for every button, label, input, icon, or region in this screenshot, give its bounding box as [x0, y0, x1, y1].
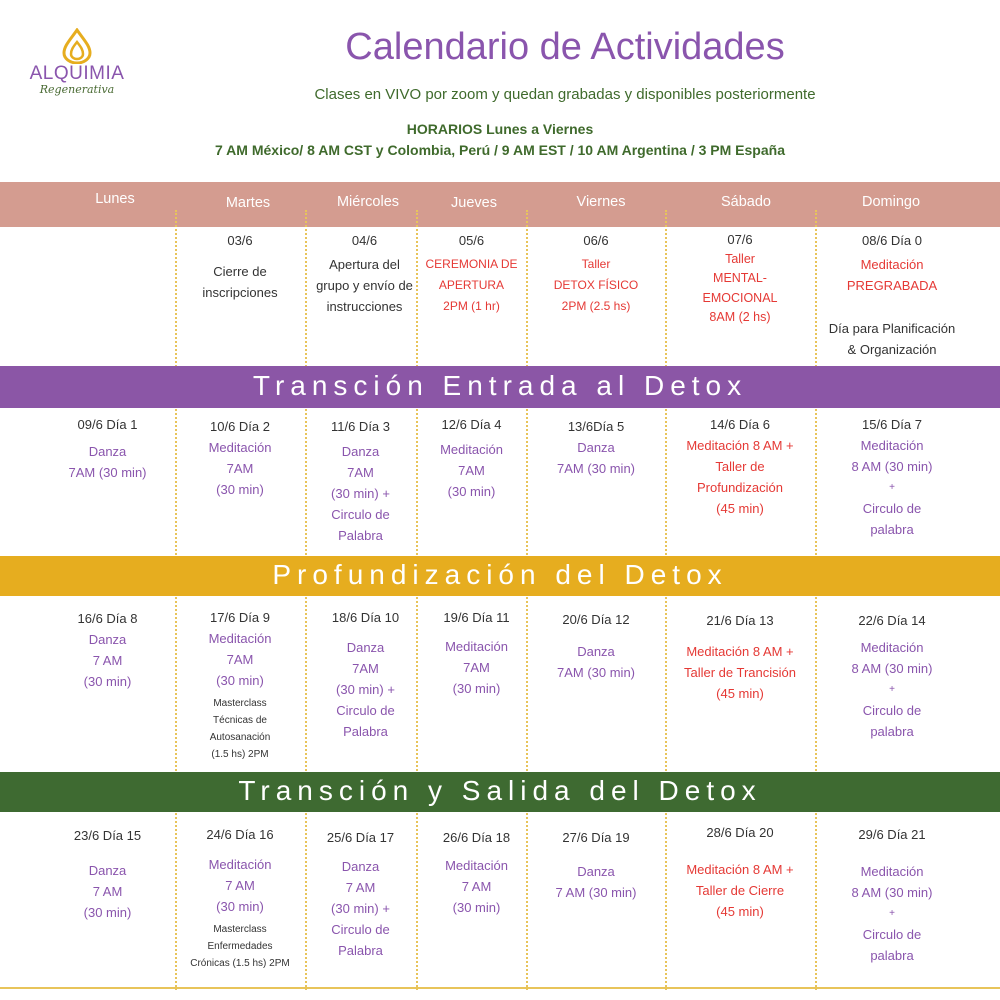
cell-date: 10/6 Día 2: [210, 419, 270, 434]
cell-domingo-w2: [817, 610, 967, 742]
cell-line: Circulo de: [331, 922, 390, 937]
cell-line: 8AM (2 hs): [709, 310, 771, 324]
cell-date: 22/6 Día 14: [858, 613, 926, 628]
cell-line: Taller de: [715, 459, 765, 474]
cell-line: (30 min) +: [336, 682, 395, 697]
cell-line: Meditación: [445, 858, 508, 873]
cell-line: Circulo de: [331, 507, 390, 522]
cell-line: 8 AM (30 min): [851, 661, 933, 676]
cell-line: (30 min): [452, 900, 501, 915]
cell-line: Danza: [88, 632, 127, 647]
cell-date: 28/6 Día 20: [706, 825, 774, 840]
page-subtitle: Clases en VIVO por zoom y quedan grabadas y disponibles posteriormente: [314, 86, 816, 103]
logo: [22, 28, 132, 96]
cell-domingo-w0: [817, 230, 967, 360]
cell-line: Meditación 8 AM +: [686, 644, 794, 659]
cell-line: Taller de Trancisión: [684, 665, 796, 680]
cell-note: Día para Planificación: [828, 321, 956, 336]
cell-date: 16/6 Día 8: [77, 611, 138, 626]
cell-line: (30 min) +: [331, 901, 390, 916]
cell-miercoles-w2: [307, 607, 424, 742]
phase-band-salida: Transción y Salida del Detox: [0, 772, 1000, 812]
column-divider: [175, 210, 177, 990]
cell-line: Taller: [581, 257, 611, 271]
cell-line: Danza: [341, 444, 380, 459]
cell-line: 7 AM: [345, 880, 376, 895]
cell-date: 20/6 Día 12: [562, 612, 630, 627]
logo-subtitle: Regenerativa: [39, 83, 115, 96]
cell-line: Palabra: [338, 528, 383, 543]
cell-line: Taller: [725, 251, 755, 266]
cell-line: 7AM (30 min): [68, 465, 147, 480]
cell-line: (30 min): [216, 673, 264, 688]
cell-jueves-w2: [417, 607, 536, 699]
schedule-times: 7 AM México/ 8 AM CST y Colombia, Perú / 9 AM EST / 10 AM Argentina / 3 PM España: [215, 142, 785, 158]
cell-line: Danza: [341, 859, 380, 874]
cell-line: Meditación: [860, 864, 924, 879]
cell-note: & Organización: [847, 342, 937, 357]
cell-date: 17/6 Día 9: [210, 610, 270, 625]
cell-date: 21/6 Día 13: [706, 613, 774, 628]
cell-line: palabra: [870, 522, 914, 537]
cell-viernes-w0: [527, 230, 665, 317]
cell-date: 26/6 Día 18: [442, 830, 511, 845]
cell-line: 7AM: [226, 652, 254, 667]
cell-line: Palabra: [343, 724, 388, 739]
cell-note: Técnicas de: [213, 715, 267, 726]
cell-note: Masterclass: [213, 924, 267, 935]
cell-viernes-w1: [527, 416, 665, 479]
day-miercoles: Miércoles: [336, 194, 400, 210]
cell-date: 19/6 Día 11: [443, 610, 510, 625]
cell-line: (30 min) +: [331, 486, 390, 501]
cell-line: APERTURA: [438, 278, 505, 292]
cell-line: Meditación: [860, 640, 924, 655]
cell-line: Danza: [346, 640, 385, 655]
cell-line: Danza: [577, 864, 615, 879]
cell-date: 13/6Día 5: [567, 419, 625, 434]
cell-note: (1.5 hs) 2PM: [211, 749, 269, 760]
bottom-divider: [0, 987, 1000, 989]
cell-miercoles-w1: [307, 416, 414, 546]
page-title: Calendario de Actividades: [345, 26, 785, 68]
day-lunes: Lunes: [95, 191, 135, 207]
cell-line: palabra: [870, 724, 914, 739]
cell-line: 7AM: [352, 661, 379, 676]
cell-note: Masterclass: [213, 698, 267, 709]
day-header-bar: [0, 182, 1000, 227]
cell-domingo-w1: [817, 414, 967, 540]
cell-line: Circulo de: [862, 927, 922, 942]
cell-note: Enfermedades: [207, 941, 273, 952]
cell-line: 7AM (30 min): [556, 461, 636, 476]
cell-jueves-w3: [417, 827, 536, 918]
cell-sabado-w1: [667, 414, 813, 519]
cell-line: Danza: [88, 863, 127, 878]
cell-line: 7AM (30 min): [556, 665, 636, 680]
cell-sabado-w2: [667, 610, 813, 704]
cell-note: Autosanación: [209, 732, 271, 743]
cell-line: (30 min): [83, 674, 132, 689]
day-domingo: Domingo: [861, 194, 921, 210]
cell-line: palabra: [870, 948, 914, 963]
cell-jueves-w1: [417, 414, 526, 502]
cell-line: Profundización: [697, 480, 783, 495]
cell-date: 04/6: [351, 233, 378, 248]
cell-line: Taller de Cierre: [695, 883, 785, 898]
cell-line: 8 AM (30 min): [851, 885, 933, 900]
cell-line: Palabra: [338, 943, 383, 958]
cell-line: 7 AM: [92, 653, 123, 668]
cell-line: Meditación: [440, 442, 503, 457]
cell-date: 29/6 Día 21: [858, 827, 926, 842]
cell-line: (30 min): [447, 484, 496, 499]
cell-date: 06/6: [583, 233, 609, 248]
cell-note: Crónicas (1.5 hs) 2PM: [190, 958, 290, 969]
cell-date: 14/6 Día 6: [710, 417, 770, 432]
cell-line: 7AM: [458, 463, 485, 478]
cell-line: Circulo de: [336, 703, 395, 718]
cell-miercoles-w0: [307, 230, 422, 317]
cell-date: 27/6 Día 19: [562, 830, 630, 845]
cell-line: (30 min): [83, 905, 132, 920]
phase-band-entrada: Transción Entrada al Detox: [0, 366, 1000, 408]
schedule-title: HORARIOS Lunes a Viernes: [406, 121, 594, 137]
cell-date: 23/6 Día 15: [73, 828, 142, 843]
cell-martes-w3: [178, 824, 302, 972]
cell-line: 7 AM (30 min): [555, 885, 637, 900]
cell-lunes-w1: [40, 414, 175, 483]
cell-line: 2PM (2.5 hs): [561, 299, 631, 313]
cell-line: PREGRABADA: [846, 278, 938, 293]
cell-line: 7AM: [463, 660, 490, 675]
cell-line: (30 min): [216, 899, 264, 914]
cell-line: CEREMONIA DE: [425, 257, 518, 271]
cell-line: Danza: [577, 644, 615, 659]
cell-line: (30 min): [452, 681, 501, 696]
cell-line: MENTAL-: [713, 271, 767, 285]
day-sabado: Sábado: [721, 194, 771, 210]
cell-viernes-w2: [527, 609, 665, 683]
cell-line: Meditación: [208, 440, 272, 455]
cell-line: Apertura del: [329, 257, 400, 272]
drop-flame-icon: [60, 28, 94, 64]
cell-line: Circulo de: [862, 703, 922, 718]
cell-jueves-w0: [417, 230, 526, 317]
cell-line: (45 min): [716, 686, 764, 701]
logo-name: ALQUIMIA: [29, 63, 125, 84]
cell-martes-w0: [178, 230, 302, 303]
cell-line: EMOCIONAL: [702, 290, 778, 305]
cell-line: 7AM: [347, 465, 374, 480]
cell-line: Meditación: [208, 857, 272, 872]
cell-lunes-w3: [40, 825, 175, 923]
cell-line: 2PM (1 hr): [443, 299, 500, 313]
cell-date: 15/6 Día 7: [862, 417, 922, 432]
cell-line: +: [889, 908, 895, 919]
cell-date: 05/6: [458, 233, 485, 248]
cell-sabado-w3: [667, 822, 813, 922]
cell-line: Meditación: [208, 631, 272, 646]
cell-line: instrucciones: [326, 299, 403, 314]
cell-line: Danza: [88, 444, 127, 459]
cell-line: DETOX FÍSICO: [553, 278, 639, 292]
cell-domingo-w3: [817, 824, 967, 966]
cell-date: 03/6: [227, 233, 253, 248]
cell-miercoles-w3: [307, 827, 414, 961]
cell-line: (45 min): [716, 501, 764, 516]
cell-sabado-w0: [667, 230, 813, 328]
cell-martes-w2: [178, 607, 302, 763]
cell-line: 8 AM (30 min): [851, 459, 933, 474]
cell-line: Meditación 8 AM +: [686, 862, 794, 877]
day-jueves: Jueves: [451, 195, 497, 211]
cell-date: 12/6 Día 4: [441, 417, 502, 432]
cell-date: 18/6 Día 10: [331, 610, 400, 625]
cell-date: 24/6 Día 16: [206, 827, 274, 842]
day-viernes: Viernes: [576, 194, 626, 210]
cell-viernes-w3: [527, 827, 665, 903]
cell-line: Circulo de: [862, 501, 922, 516]
cell-line: (45 min): [716, 904, 764, 919]
cell-date: 07/6: [727, 232, 753, 247]
cell-line: Meditación: [860, 257, 924, 272]
cell-line: 7 AM: [92, 884, 123, 899]
cell-line: 7 AM: [461, 879, 492, 894]
cell-line: +: [889, 684, 895, 695]
cell-line: 7AM: [226, 461, 254, 476]
cell-lunes-w2: [40, 608, 175, 692]
cell-line: 7 AM: [225, 878, 255, 893]
cell-line: (30 min): [216, 482, 264, 497]
cell-line: inscripciones: [202, 285, 278, 300]
cell-line: Meditación: [445, 639, 508, 654]
cell-date: 09/6 Día 1: [77, 417, 138, 432]
cell-martes-w1: [178, 416, 302, 500]
cell-date: 08/6 Día 0: [862, 233, 922, 248]
cell-line: +: [889, 482, 895, 493]
cell-line: Meditación 8 AM +: [686, 438, 794, 453]
cell-line: Danza: [577, 440, 615, 455]
cell-date: 25/6 Día 17: [326, 830, 395, 845]
cell-line: grupo y envío de: [316, 278, 413, 293]
cell-line: Cierre de: [213, 264, 267, 279]
cell-line: Meditación: [860, 438, 924, 453]
cell-date: 11/6 Día 3: [330, 419, 391, 434]
phase-band-profundizacion: Profundización del Detox: [0, 556, 1000, 596]
day-martes: Martes: [225, 195, 271, 211]
